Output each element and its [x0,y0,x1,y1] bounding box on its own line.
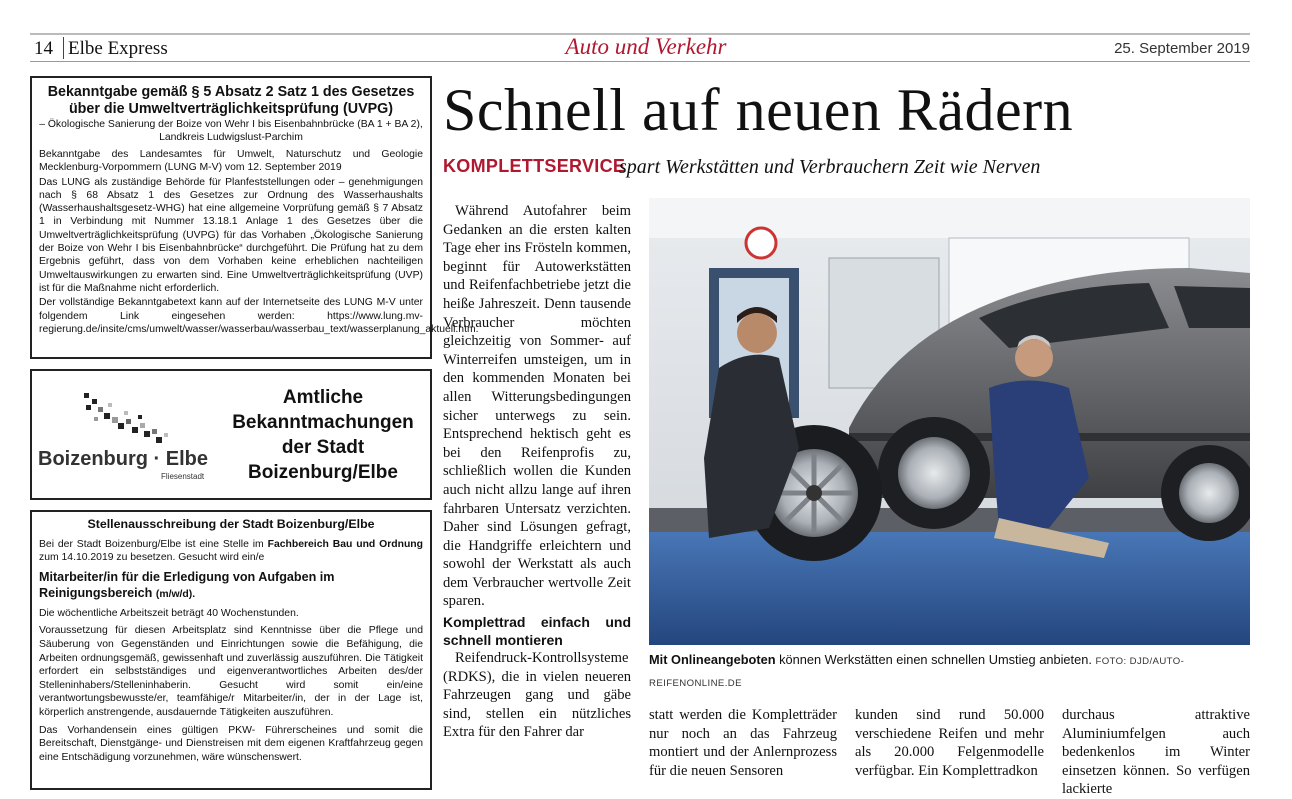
header-bottom-rule [30,61,1250,62]
article-column-1 [443,202,631,742]
article-column-3: kunden sind rund 50.000 verschiedene Reifen und mehr als 20.000 Felgenmodelle verfügbar. Ein Komplettradkon [855,707,1044,779]
article-photo [649,198,1250,645]
section-title: Auto und Verkehr [565,34,727,59]
job-intro: Bei der Stadt Boizenburg/Elbe ist eine Stelle im Fachbereich Bau und Ordnung zum 14.10.2019 zu besetzen. Gesucht wird ein/e [39,538,424,564]
boizenburg-logo-icon [78,389,188,449]
notice-paragraph-3: Der vollständige Bekanntgabetext kann auf der Internetseite des LUNG M-V unter folgendem Link eingesehen werden: https://www.lung.mv-regierung.de/insite/cms/umwelt/wasser/wasserbau/wasserbau_text/wasserplanung_aktuell.htm. [39,297,479,335]
page-number: 14 [34,38,53,59]
article-column-4: durchaus attraktive Aluminiumfelgen auch bedenkenlos im Winter einsetzen können. So verfügen lackierte [1062,707,1250,798]
caption-lead: Mit Onlineangeboten [649,652,776,667]
job-paragraph-1: Die wöchentliche Arbeitszeit beträgt 40 Wochenstunden. [39,607,299,619]
notice-subtitle: – Ökologische Sanierung der Boize von Wehr I bis Eisenbahnbrücke (BA 1 + BA 2), Landkreis Ludwigslust-Parchim [39,119,423,143]
article-headline: Schnell auf neuen Rädern [443,77,1074,143]
notice-title: Bekanntgabe gemäß § 5 Absatz 2 Satz 1 des Gesetzes über die Umweltverträglichkeitsprüfung (UVPG) [47,84,415,117]
workshop-photo-illustration [649,198,1250,645]
job-title: Stellenausschreibung der Stadt Boizenburg/Elbe [87,517,375,531]
article-subhead: spart Werkstätten und Verbrauchern Zeit wie Nerven [619,156,1041,178]
logo-wordmark: Boizenburg · Elbe [38,448,208,470]
photo-credit: FOTO: DJD/AUTO-REIFENONLINE.DE [649,656,1185,689]
article-paragraph-1: Während Autofahrer beim Gedanken an die ersten kalten Tage eher ins Frösteln kommen, beginnt für Autowerkstätten und Reifenfachbetriebe jetzt die heiße Jahreszeit. Denn tausende Verbraucher möchten gleichzeitig von Sommer- auf Winterreifen umsteigen, um in den kommenden Monaten bei allen Witterungsbedingungen sicher unterwegs zu sein. Entsprechend hektisch geht es bei den Reifenprofis zu, schließlich wollen die Kunden auch nicht allzu lange auf ihren fahrbaren Untersatz verzichten. Daher sind Lösungen gefragt, die Handgriffe erleichtern und sowohl der Werkstatt als auch dem Verbraucher wertvolle Zeit sparen. [443,203,631,610]
article-paragraph-2: Reifendruck-Kontrollsysteme (RDKS), die in vielen neueren Fahrzeugen gang und gäbe sind, stellen ein nützliches Extra für den Fahrer dar [443,650,631,741]
job-position: Mitarbeiter/in für die Erledigung von Aufgaben im Reinigungsbereich (m/w/d). [39,569,335,600]
issue-date: 25. September 2019 [1114,40,1250,57]
job-posting [30,510,432,790]
logo-tagline: Fliesenstadt [161,472,205,481]
paper-name: Elbe Express [68,38,168,59]
announcements-line-1: Amtliche [282,387,364,408]
announcements-line-2: Bekanntmachungen [232,412,414,433]
announcements-line-4: Boizenburg/Elbe [248,462,398,483]
job-paragraph-2: Voraussetzung für diesen Arbeitsplatz sind Kenntnisse über die Pflege und Säuberung von Gegenständen und Einrichtungen sowie die Befähigung, die Arbeiten ordnungsgemäß, gewissenhaft und zuverlässig auszuführen. Die Tätigkeit erfordert ein selbstständiges und eigenverantwortliches Arbeiten des/der Stelleninhabers/Stelleninhaberin. Gesucht wird somit ein/eine verantwortungsbewusste/er, teamfähige/r Mitarbeiter/in, der in der Lage ist, körperlich anstrengende, ausdauernde Tätigkeiten auszuführen. [39,625,423,718]
uvpg-notice [30,76,479,359]
notice-paragraph-2: Das LUNG als zuständige Behörde für Planfeststellungen oder – genehmigungen nach § 68 Absatz 1 des Gesetzes zur Ordnung des Wasserhaushalts (Wasserhaushaltsgesetz-WHG) hat eine allgemeine Vorprüfung gemäß § 7 Absatz 1 in Verbindung mit Nummer 13.18.1 Anlage 1 des Gesetzes über die Umweltverträglichkeitsprüfung (UVPG) für das Vorhaben „Ökologische Sanierung der Boize von Wehr I bis Eisenbahnbrücke“ durchgeführt. Die Prüfung hat zu dem Ergebnis geführt, dass von dem Vorhaben keine erheblichen nachteiligen Umweltauswirkungen zu erwarten sind. Eine Umweltverträglichkeitsprüfung (UVP) ist für die Maßnahme nicht erforderlich. [39,176,423,294]
announcements-title [218,385,428,485]
caption-text: können Werkstätten einen schnellen Umstieg anbieten. [775,652,1092,667]
notice-paragraph-1: Bekanntgabe des Landesamtes für Umwelt, Naturschutz und Geologie Mecklenburg-Vorpommern (LUNG M-V) vom 12. September 2019 [39,149,423,174]
announcements-line-3: der Stadt [281,437,365,458]
article-subheading: Komplettrad einfach und schnell montieren [443,614,631,649]
article-kicker: KOMPLETTSERVICE [443,156,626,176]
job-paragraph-3: Das Vorhandensein eines gültigen PKW- Führerscheines und somit die Bereitschaft, Dienstgänge- und Dienstreisen mit dem eigenen Kraftfahrzeug gegen eine Entschädigung vorzunehmen, wäre wünschenswert. [39,724,423,763]
official-announcements-ad [30,369,432,500]
photo-caption [649,650,1251,694]
article-column-2: statt werden die Kompletträder nur noch an das Fahrzeug montiert und der Anlernprozess für die neuen Sensoren [649,707,837,779]
